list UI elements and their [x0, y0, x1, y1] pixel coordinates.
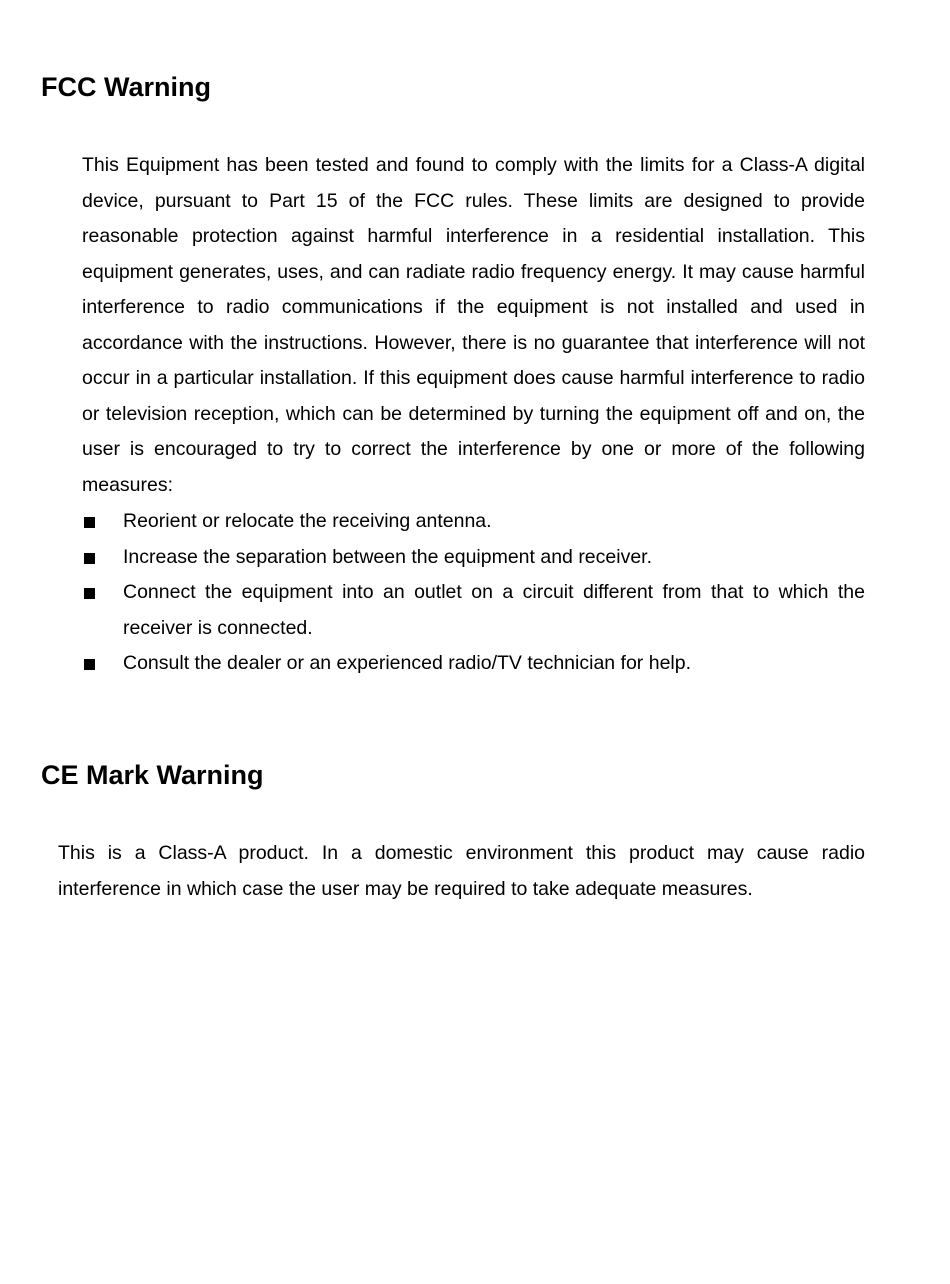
list-item	[82, 575, 865, 646]
ce-mark-warning-heading: CE Mark Warning	[41, 760, 264, 790]
ce-mark-warning-paragraph: This is a Class-A product. In a domestic environment this product may cause radio interference in which case the user may be required to take adequate measures.	[58, 842, 865, 900]
square-bullet-icon	[84, 553, 95, 564]
square-bullet-icon	[84, 659, 95, 670]
fcc-warning-paragraph: This Equipment has been tested and found to comply with the limits for a Class-A digital device, pursuant to Part 15 of the FCC rules. These limits are designed to provide reasonable protection against harmful interference in a residential installation. This equipment generates, uses, and can radiate radio frequency energy. It may cause harmful interference to radio communications if the equipment is not installed and used in accordance with the instructions. However, there is no guarantee that interference will not occur in a particular installation. If this equipment does cause harmful interference to radio or television reception, which can be determined by turning the equipment off and on, the user is encouraged to try to correct the interference by one or more of the following measures:	[82, 154, 865, 496]
measure-text: Increase the separation between the equipment and receiver.	[123, 545, 653, 568]
fcc-warning-heading: FCC Warning	[41, 72, 211, 102]
fcc-measures-list	[82, 504, 865, 682]
list-item	[82, 646, 865, 682]
square-bullet-icon	[84, 588, 95, 599]
list-item	[82, 504, 865, 540]
measure-text: Reorient or relocate the receiving antenna.	[123, 510, 492, 532]
list-item	[82, 540, 865, 576]
measure-text: Connect the equipment into an outlet on a circuit different from that to which the receiver is connected.	[123, 581, 865, 639]
measure-text: Consult the dealer or an experienced radio/TV technician for help.	[123, 652, 692, 674]
square-bullet-icon	[84, 517, 95, 528]
